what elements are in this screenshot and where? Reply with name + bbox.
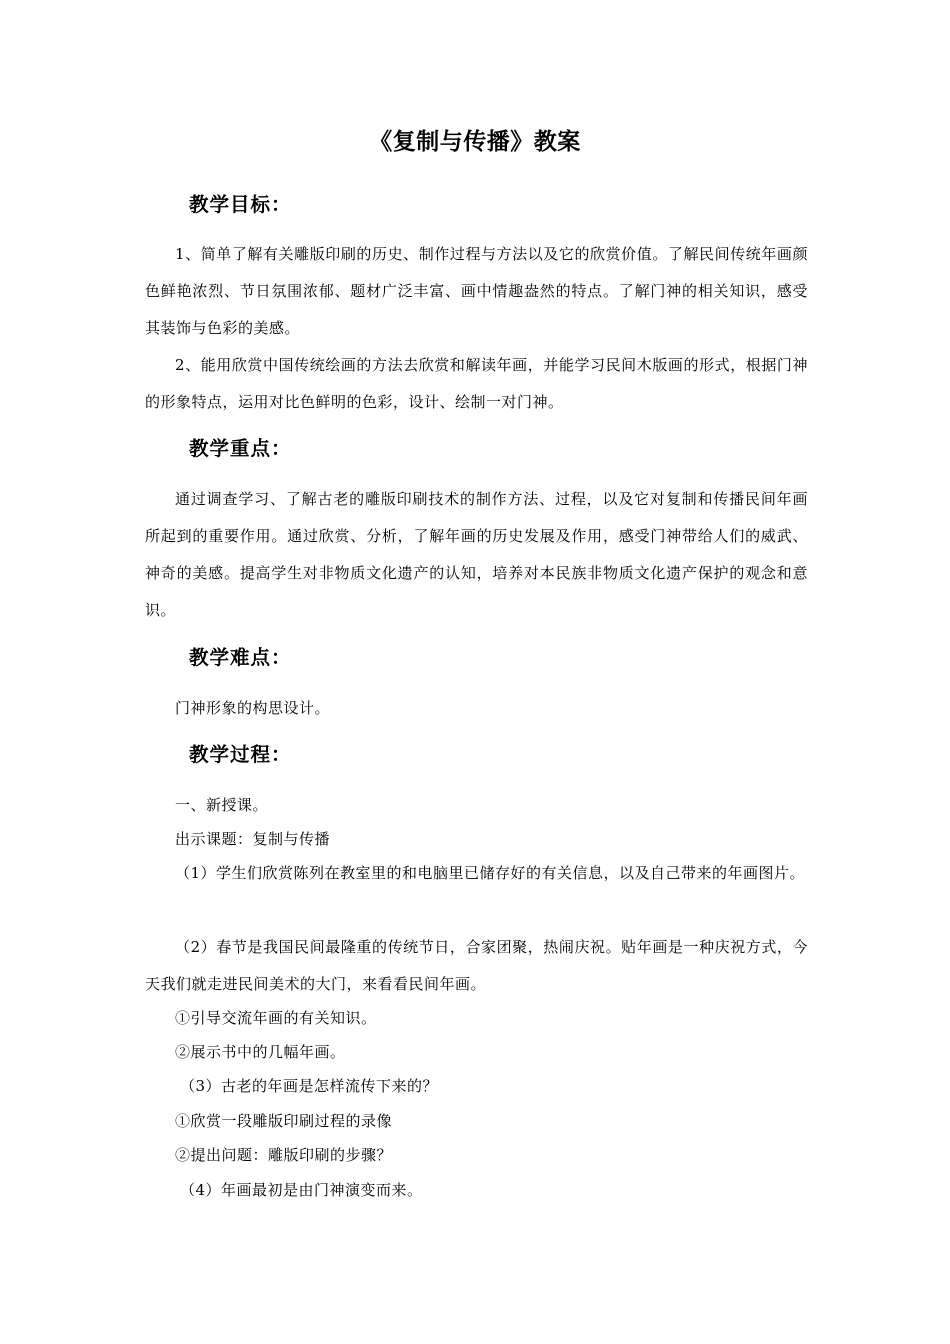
process-line-4: ②展示书中的几幅年画。	[175, 1043, 346, 1061]
heading-teaching-process: 教学过程：	[189, 743, 292, 766]
heading-teaching-goals: 教学目标：	[189, 193, 292, 216]
key-points-paragraph: 通过调查学习、了解古老的雕版印刷技术的制作方法、过程，以及它对复制和传播民间年画所起到的重要作用。通过欣赏、分析，了解年画的历史发展及作用，感受门神带给人们的威武、神奇的美感。提高学生对非物质文化遗产的认知，培养对本民族非物质文化遗产保护的观念和意识。	[145, 490, 808, 619]
heading-difficulty: 教学难点：	[189, 646, 292, 669]
goals-paragraph-2: 2、能用欣赏中国传统绘画的方法去欣赏和解读年画，并能学习民间木版画的形式，根据门神的形象特点，运用对比色鲜明的色彩，设计、绘制一对门神。	[145, 356, 808, 411]
process-paragraph-2: （2）春节是我国民间最隆重的传统节日，合家团聚，热闹庆祝。贴年画是一种庆祝方式，今天我们就走进民间美术的大门，来看看民间年画。	[145, 938, 808, 993]
process-paragraph-1: （1）学生们欣赏陈列在教室里的和电脑里已储存好的有关信息，以及自己带来的年画图片。	[175, 864, 806, 882]
process-line-3: ①引导交流年画的有关知识。	[175, 1009, 377, 1027]
process-line-1: 一、新授课。	[175, 796, 269, 814]
document-title: 《复制与传播》教案	[369, 129, 581, 155]
process-line-7: ②提出问题：雕版印刷的步骤？	[175, 1146, 393, 1164]
goals-paragraph-1: 1、简单了解有关雕版印刷的历史、制作过程与方法以及它的欣赏价值。了解民间传统年画颜色鲜艳浓烈、节日氛围浓郁、题材广泛丰富、画中情趣盎然的特点。了解门神的相关知识，感受其装饰与色彩的美感。	[145, 245, 808, 337]
process-line-5: （3）古老的年画是怎样流传下来的？	[180, 1077, 439, 1095]
process-line-6: ①欣赏一段雕版印刷过程的录像	[175, 1112, 393, 1130]
process-line-8: （4）年画最初是由门神演变而来。	[180, 1181, 423, 1199]
process-line-2: 出示课题：复制与传播	[175, 830, 331, 848]
difficulty-text: 门神形象的构思设计。	[175, 699, 331, 717]
heading-key-points: 教学重点：	[189, 437, 292, 460]
